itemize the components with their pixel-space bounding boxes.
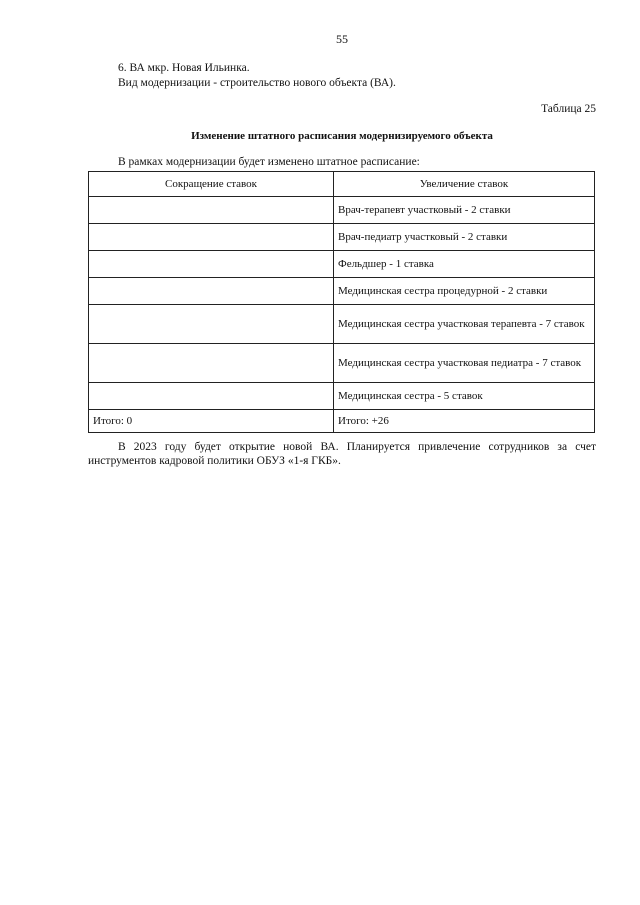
reduction-cell — [89, 251, 334, 278]
page-number: 55 — [336, 32, 348, 46]
table-row — [89, 305, 595, 344]
reduction-cell — [89, 224, 334, 251]
table-row — [89, 251, 595, 278]
reduction-cell — [89, 197, 334, 224]
reduction-header: Сокращение ставок — [89, 172, 334, 197]
table-number: Таблица 25 — [541, 103, 596, 115]
increase-cell: Медицинская сестра участковая педиатра - 7 ставок — [334, 344, 595, 383]
increase-header: Увеличение ставок — [334, 172, 595, 197]
increase-cell: Медицинская сестра процедурной - 2 ставки — [334, 278, 595, 305]
table-row — [89, 224, 595, 251]
table-intro: В рамках модернизации будет изменено штатное расписание: — [118, 156, 420, 168]
increase-total: Итого: +26 — [334, 410, 595, 433]
increase-cell: Медицинская сестра участковая терапевта - 7 ставок — [334, 305, 595, 344]
increase-cell: Врач-педиатр участковый - 2 ставки — [334, 224, 595, 251]
table-row — [89, 383, 595, 410]
modernization-type: Вид модернизации - строительство нового объекта (ВА). — [118, 77, 396, 89]
reduction-total: Итого: 0 — [89, 410, 334, 433]
section-heading: 6. ВА мкр. Новая Ильинка. — [118, 62, 250, 74]
table-title: Изменение штатного расписания модернизируемого объекта — [191, 130, 493, 142]
reduction-cell — [89, 344, 334, 383]
closing-paragraph: В 2023 году будет открытие новой ВА. Планируется привлечение сотрудников за счет инструментов кадровой политики ОБУЗ «1-я ГКБ». — [88, 441, 596, 467]
increase-cell: Фельдшер - 1 ставка — [334, 251, 595, 278]
table-total-row — [89, 410, 595, 433]
table-row — [89, 278, 595, 305]
table-row — [89, 197, 595, 224]
staff-change-table — [88, 171, 595, 433]
table-header-row — [89, 172, 595, 197]
increase-cell: Врач-терапевт участковый - 2 ставки — [334, 197, 595, 224]
table-row — [89, 344, 595, 383]
reduction-cell — [89, 305, 334, 344]
reduction-cell — [89, 383, 334, 410]
increase-cell: Медицинская сестра - 5 ставок — [334, 383, 595, 410]
reduction-cell — [89, 278, 334, 305]
